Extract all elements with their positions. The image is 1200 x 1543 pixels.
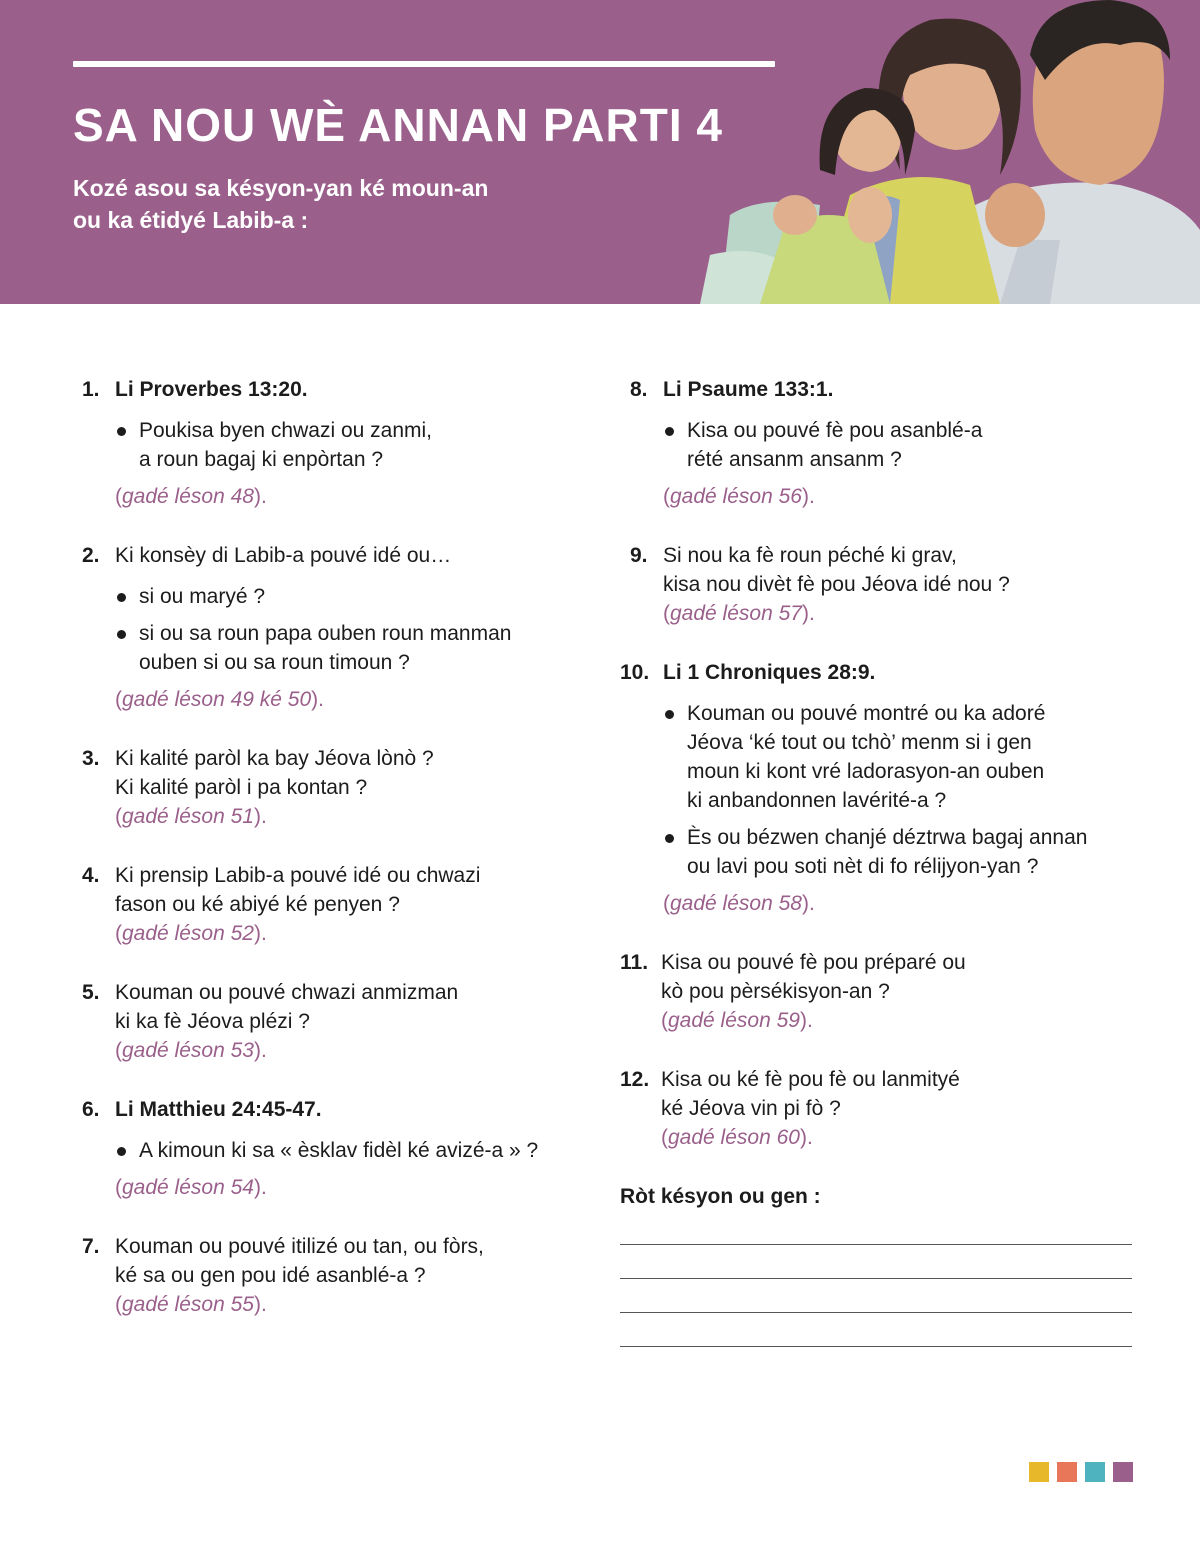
- subtitle-line: ou ka étidyé Labib-a :: [73, 207, 309, 233]
- lesson-reference: (gadé léson 53).: [115, 1039, 267, 1062]
- subtitle-line: Kozé asou sa késyon-yan ké moun-an: [73, 175, 489, 201]
- lesson-reference: (gadé léson 54).: [115, 1176, 267, 1199]
- question-item: [82, 541, 602, 714]
- color-squares: [1029, 1462, 1133, 1482]
- note-line[interactable]: [620, 1278, 1132, 1279]
- question-line: Ki konsèy di Labib-a pouvé idé ou…: [115, 544, 452, 567]
- lesson-reference-text: gadé léson 60: [668, 1126, 800, 1149]
- notes-title: Ròt késyon ou gen :: [620, 1185, 821, 1208]
- bullet-item: [663, 699, 1140, 815]
- note-line[interactable]: [620, 1346, 1132, 1347]
- lesson-reference-text: gadé léson 57: [670, 602, 802, 625]
- question-item: [620, 1065, 1140, 1152]
- lesson-reference-text: gadé léson 48: [122, 485, 254, 508]
- bullet-line: ou lavi pou soti nèt di fo rélijyon-yan ?: [687, 855, 1039, 878]
- bullet-line: Jéova ‘ké tout ou tchò’ menm si i gen: [687, 731, 1032, 754]
- question-line: Li Psaume 133:1.: [663, 378, 834, 401]
- question-item: [620, 948, 1140, 1035]
- question-line: Li Matthieu 24:45-47.: [115, 1098, 322, 1121]
- question-text: [663, 658, 1140, 687]
- question-item: [82, 978, 602, 1065]
- question-line: Kouman ou pouvé itilizé ou tan, ou fòrs,: [115, 1235, 484, 1258]
- question-number: 9.: [630, 544, 648, 567]
- question-line: Ki kalité paròl ka bay Jéova lònò ?: [115, 747, 434, 770]
- question-text: [115, 1095, 602, 1124]
- question-item: [630, 541, 1140, 628]
- question-item: [82, 1095, 602, 1202]
- lesson-reference-text: gadé léson 55: [122, 1293, 254, 1316]
- notes-section: [620, 1182, 1140, 1347]
- question-line: ké Jéova vin pi fò ?: [661, 1097, 841, 1120]
- question-line: kò pou pèrsékisyon-an ?: [661, 980, 890, 1003]
- bullet-item: [663, 416, 1140, 474]
- question-text: [661, 948, 1140, 1006]
- question-line: ké sa ou gen pou idé asanblé-a ?: [115, 1264, 426, 1287]
- note-line[interactable]: [620, 1244, 1132, 1245]
- lesson-reference-text: gadé léson 59: [668, 1009, 800, 1032]
- question-text: [663, 541, 1140, 599]
- questions-column-right: [620, 375, 1140, 1347]
- lesson-reference: (gadé léson 52).: [115, 922, 267, 945]
- lesson-reference-text: gadé léson 56: [670, 485, 802, 508]
- question-number: 11.: [620, 951, 649, 974]
- lesson-reference: (gadé léson 60).: [661, 1126, 813, 1149]
- lesson-reference-text: gadé léson 51: [122, 805, 254, 828]
- bullet-line: ouben si ou sa roun timoun ?: [139, 651, 410, 674]
- lesson-reference: (gadé léson 58).: [663, 892, 815, 915]
- bullet-line: Poukisa byen chwazi ou zanmi,: [139, 419, 432, 442]
- question-line: fason ou ké abiyé ké penyen ?: [115, 893, 400, 916]
- question-text: [115, 541, 602, 570]
- bullet-list: [663, 699, 1140, 881]
- question-line: Si nou ka fè roun péché ki grav,: [663, 544, 957, 567]
- question-text: [115, 744, 602, 802]
- question-item: [82, 375, 602, 511]
- color-square: [1085, 1462, 1105, 1482]
- bullet-item: [663, 823, 1140, 881]
- question-text: [661, 1065, 1140, 1123]
- bullet-line: Kisa ou pouvé fè pou asanblé-a: [687, 419, 983, 442]
- bullet-item: [115, 582, 602, 611]
- bullet-line: si ou maryé ?: [139, 585, 266, 608]
- color-square: [1057, 1462, 1077, 1482]
- lesson-reference-text: gadé léson 54: [122, 1176, 254, 1199]
- lesson-reference: (gadé léson 48).: [115, 485, 267, 508]
- lesson-reference: (gadé léson 49 ké 50).: [115, 688, 324, 711]
- question-text: [115, 1232, 602, 1290]
- lesson-reference: (gadé léson 55).: [115, 1293, 267, 1316]
- bullet-line: rété ansanm ansanm ?: [687, 448, 902, 471]
- bullet-item: [115, 619, 602, 677]
- question-number: 8.: [630, 378, 648, 401]
- bullet-line: moun ki kont vré ladorasyon-an ouben: [687, 760, 1045, 783]
- bullet-line: si ou sa roun papa ouben roun manman: [139, 622, 512, 645]
- lesson-reference: (gadé léson 51).: [115, 805, 267, 828]
- question-line: Kouman ou pouvé chwazi anmizman: [115, 981, 459, 1004]
- bullet-list: [115, 582, 602, 677]
- question-number: 5.: [82, 981, 100, 1004]
- question-item: [620, 658, 1140, 918]
- lesson-reference-text: gadé léson 58: [670, 892, 802, 915]
- bullet-list: [115, 416, 602, 474]
- lesson-reference-text: gadé léson 49 ké 50: [122, 688, 312, 711]
- question-text: [115, 861, 602, 919]
- bullet-list: [115, 1136, 602, 1165]
- lesson-reference-text: gadé léson 52: [122, 922, 254, 945]
- bullet-line: ki anbandonnen lavérité-a ?: [687, 789, 947, 812]
- bullet-line: A kimoun ki sa « èsklav fidèl ké avizé-a » ?: [139, 1139, 539, 1162]
- family-praying-illustration: [700, 0, 1200, 304]
- questions-column-left: [82, 375, 602, 1319]
- header-banner: [0, 0, 1200, 304]
- question-line: ki ka fè Jéova plézi ?: [115, 1010, 310, 1033]
- question-number: 3.: [82, 747, 100, 770]
- question-text: [115, 375, 602, 404]
- question-number: 4.: [82, 864, 100, 887]
- bullet-line: Ès ou bézwen chanjé déztrwa bagaj annan: [687, 826, 1088, 849]
- color-square: [1029, 1462, 1049, 1482]
- question-number: 1.: [82, 378, 100, 401]
- question-text: [115, 978, 602, 1036]
- bullet-item: [115, 416, 602, 474]
- bullet-line: Kouman ou pouvé montré ou ka adoré: [687, 702, 1046, 725]
- question-line: Kisa ou ké fè pou fè ou lanmityé: [661, 1068, 960, 1091]
- question-item: [82, 744, 602, 831]
- question-line: Kisa ou pouvé fè pou préparé ou: [661, 951, 966, 974]
- page-subtitle: [73, 172, 488, 236]
- question-item: [82, 861, 602, 948]
- lesson-reference-text: gadé léson 53: [122, 1039, 254, 1062]
- question-text: [663, 375, 1140, 404]
- header-rule: [73, 61, 775, 67]
- question-line: Li 1 Chroniques 28:9.: [663, 661, 876, 684]
- question-number: 6.: [82, 1098, 100, 1121]
- question-line: Ki prensip Labib-a pouvé idé ou chwazi: [115, 864, 481, 887]
- lesson-reference: (gadé léson 57).: [663, 602, 815, 625]
- page-title: SA NOU WÈ ANNAN PARTI 4: [73, 99, 723, 151]
- question-item: [82, 1232, 602, 1319]
- lesson-reference: (gadé léson 59).: [661, 1009, 813, 1032]
- bullet-item: [115, 1136, 602, 1165]
- question-number: 10.: [620, 661, 650, 684]
- question-number: 2.: [82, 544, 100, 567]
- bullet-line: a roun bagaj ki enpòrtan ?: [139, 448, 384, 471]
- question-line: Ki kalité paròl i pa kontan ?: [115, 776, 368, 799]
- note-line[interactable]: [620, 1312, 1132, 1313]
- lesson-reference: (gadé léson 56).: [663, 485, 815, 508]
- question-line: Li Proverbes 13:20.: [115, 378, 308, 401]
- color-square: [1113, 1462, 1133, 1482]
- question-line: kisa nou divèt fè pou Jéova idé nou ?: [663, 573, 1010, 596]
- question-number: 12.: [620, 1068, 650, 1091]
- question-item: [630, 375, 1140, 511]
- bullet-list: [663, 416, 1140, 474]
- question-number: 7.: [82, 1235, 100, 1258]
